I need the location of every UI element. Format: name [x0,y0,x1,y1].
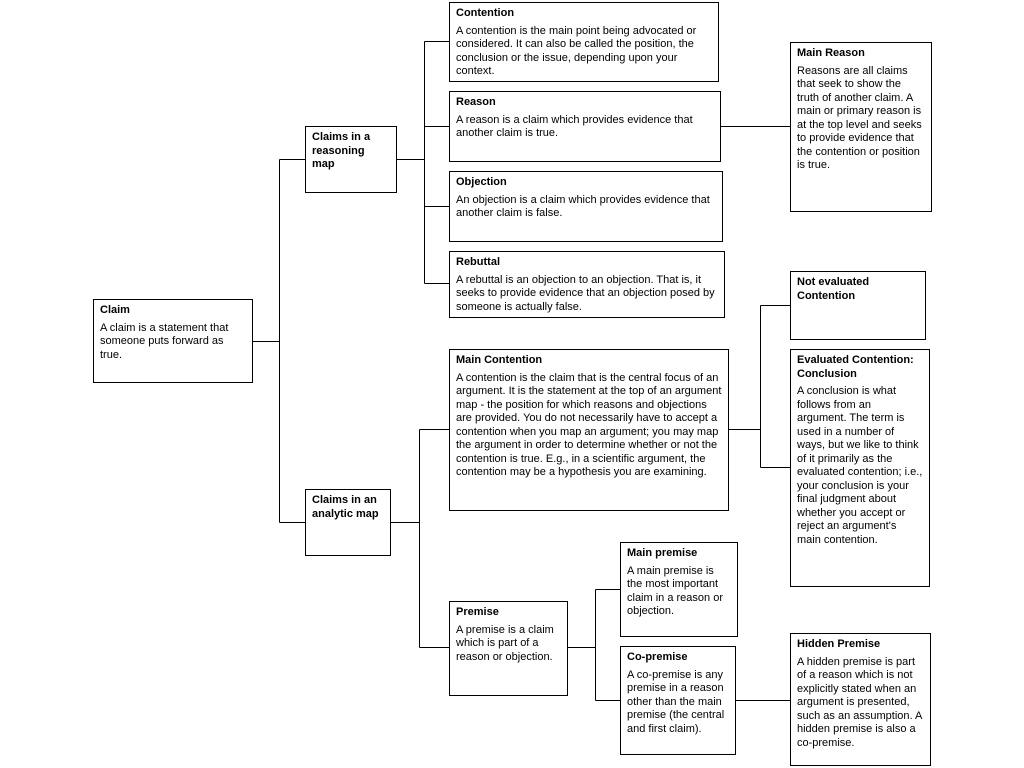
co-premise-node [620,646,736,755]
not-evaluated-contention-title: Not evaluated Contention [797,276,870,302]
not-evaluated-contention-node [790,271,926,340]
objection-title: Objection [456,176,507,188]
main-contention-title: Main Contention [456,354,543,366]
hidden-premise-description: A hidden premise is part of a reason which is not explicitly stated when an argument is presented, such as an assumption. A hidden premise is also a co-premise. [797,655,922,749]
reasoning-map-title: Claims in a reasoning map [312,131,371,170]
objection-description: An objection is a claim which provides evidence that another claim is false. [456,193,710,219]
rebuttal-description: A rebuttal is an objection to an objection. That is, it seeks to provide evidence that an objection posed by someone is actually false. [456,273,715,313]
reasoning-map-node [305,126,397,193]
evaluated-contention-description: A conclusion is what follows from an argument. The term is used in a number of ways, but we like to think of it primarily as the evaluated contention; i.e., your conclusion is your final judgment about whether you accept or reject an argument's main contention. [797,385,923,546]
claim-node [93,299,253,383]
hidden-premise-node [790,633,931,766]
rebuttal-title: Rebuttal [456,256,500,268]
main-premise-description: A main premise is the most important claim in a reason or objection. [627,564,723,617]
main-reason-node [790,42,932,212]
rebuttal-node [449,251,725,318]
claim-description: A claim is a statement that someone puts forward as true. [100,321,229,361]
main-premise-node [620,542,738,637]
analytic-map-title: Claims in an analytic map [312,494,379,520]
claim-title: Claim [100,304,130,316]
co-premise-description: A co-premise is any premise in a reason other than the main premise (the central and first claim). [627,668,725,735]
contention-node [449,2,719,82]
main-contention-node [449,349,729,511]
premise-title: Premise [456,606,499,618]
main-premise-title: Main premise [627,547,698,559]
main-reason-title: Main Reason [797,47,865,59]
main-contention-description: A contention is the claim that is the central focus of an argument. It is the statement at the top of an argument map - the position for which reasons and objections are provided. You do not necessarily have to accept a contention when you map an argument; you may map the argument in order to determine whether or not the contention is true. E.g., in a scientific argument, the contention may be a hypothesis you are examining. [456,371,722,478]
reason-node [449,91,721,162]
evaluated-contention-title: Evaluated Contention: Conclusion [797,354,914,380]
connector-reasoning-branches [397,42,450,284]
reason-title: Reason [456,96,496,108]
evaluated-contention-node [790,349,930,587]
premise-description: A premise is a claim which is part of a reason or objection. [456,623,554,663]
contention-title: Contention [456,7,515,19]
reason-description: A reason is a claim which provides evidence that another claim is true. [456,113,693,139]
premise-node [449,601,568,696]
connector-premise-branches [568,590,621,701]
hidden-premise-title: Hidden Premise [797,638,881,650]
main-reason-description: Reasons are all claims that seek to show the truth of another claim. A main or primary reason is at the top level and seeks to provide evidence that the contention or position is true. [797,64,922,171]
co-premise-title: Co-premise [627,651,688,663]
objection-node [449,171,723,242]
analytic-map-node [305,489,391,556]
connector-analytic-branches [390,430,450,648]
connector-contention-branches [729,306,791,468]
connector-claim-branches [253,160,305,523]
contention-description: A contention is the main point being advocated or considered. It can also be called the position, the conclusion or the issue, depending upon your context. [456,24,697,77]
